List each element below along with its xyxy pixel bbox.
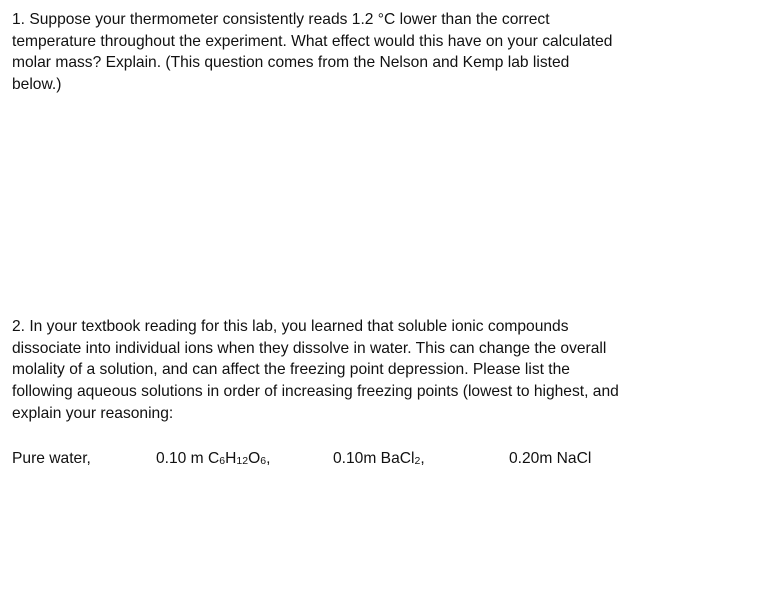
solution-barium-chloride	[333, 448, 425, 470]
glucose-prefix: 0.10 m C	[156, 450, 220, 467]
question-2-line-3: molality of a solution, and can affect the freezing point depression. Please list the	[12, 361, 570, 379]
question-1	[12, 9, 762, 96]
glucose-h: H	[225, 450, 237, 467]
bacl2-prefix: 0.10m BaCl	[333, 450, 415, 467]
solution-glucose	[156, 448, 270, 470]
question-2-line-2: dissociate into individual ions when they dissolve in water. This can change the overall	[12, 339, 607, 357]
glucose-suffix: ,	[266, 450, 271, 467]
solutions-list	[12, 448, 752, 470]
question-2-line-1: 2. In your textbook reading for this lab, you learned that soluble ionic compounds	[12, 318, 569, 335]
bacl2-subscript: 2	[414, 455, 421, 467]
question-1-line-1: 1. Suppose your thermometer consistently reads 1.2 °C lower than the correct	[12, 11, 550, 28]
question-1-line-4: below.)	[12, 76, 62, 94]
glucose-subscript-h: 12	[236, 455, 249, 467]
glucose-o: O	[248, 450, 261, 467]
question-2-line-5: explain your reasoning:	[12, 404, 174, 422]
bacl2-suffix: ,	[420, 450, 425, 467]
glucose-subscript-o: 6	[260, 455, 267, 467]
question-1-line-3: molar mass? Explain. (This question comes from the Nelson and Kemp lab listed	[12, 54, 570, 72]
question-2	[12, 316, 762, 425]
question-2-line-4: following aqueous solutions in order of increasing freezing points (lowest to highest, and	[12, 383, 619, 401]
question-1-line-2: temperature throughout the experiment. What effect would this have on your calculated	[12, 32, 613, 50]
solution-pure-water: Pure water,	[12, 450, 91, 467]
solution-sodium-chloride: 0.20m NaCl	[509, 450, 592, 467]
glucose-subscript-c: 6	[219, 455, 226, 467]
